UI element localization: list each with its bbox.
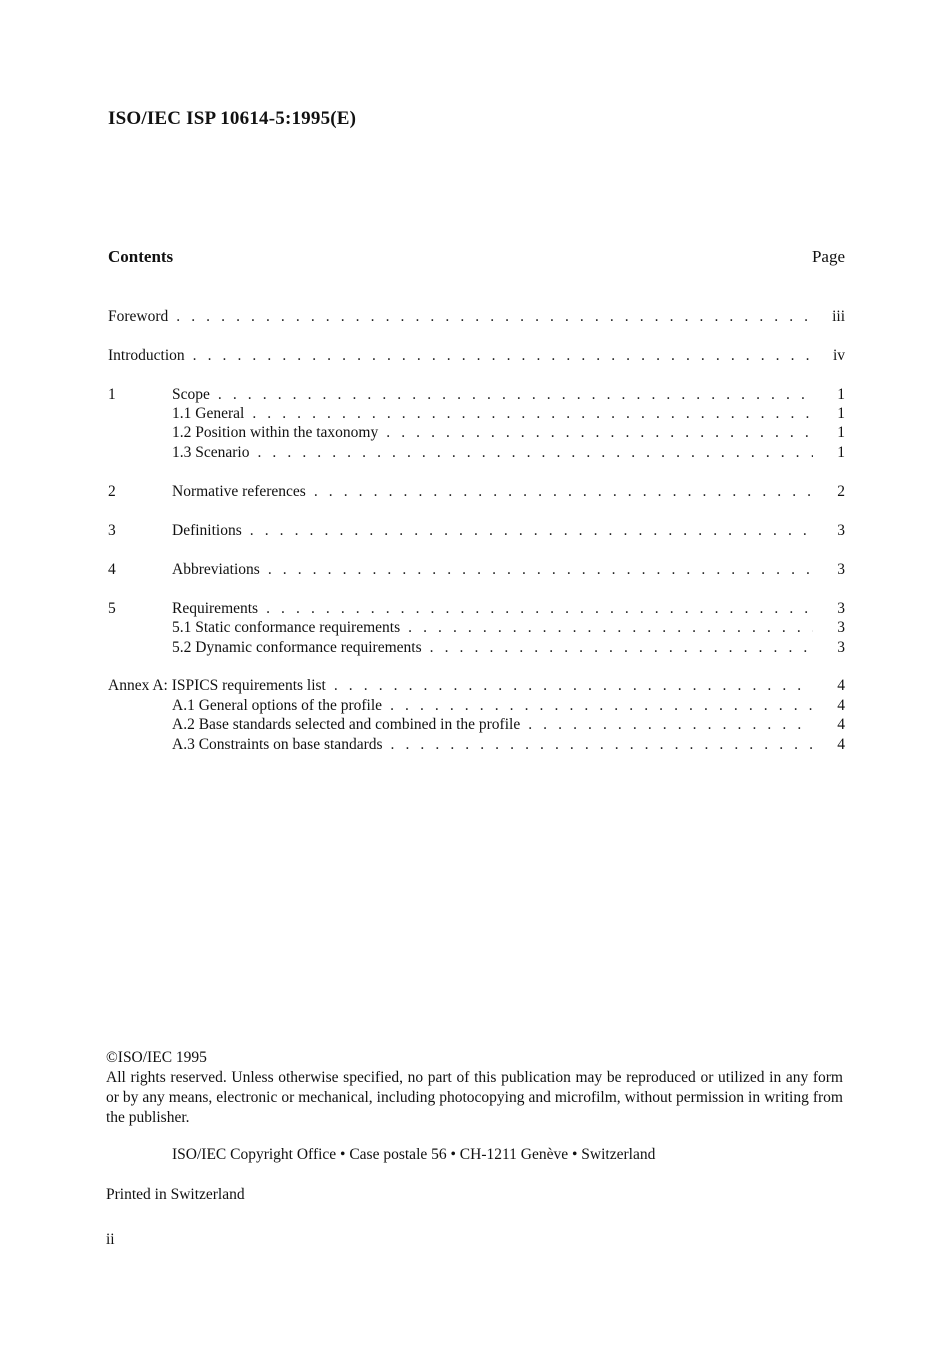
copyright-office-address: ISO/IEC Copyright Office • Case postale 56 • CH-1211 Genève • Switzerland	[172, 1146, 656, 1163]
toc-entry-position-taxonomy[interactable]	[108, 423, 845, 443]
toc-entry-page: 3	[837, 522, 845, 539]
page-column-label: Page	[811, 247, 845, 266]
contents-title: Contents	[108, 247, 174, 266]
toc-entry-label: 1.1 General	[172, 405, 245, 422]
dot-leader	[250, 521, 813, 541]
toc-entry-page: 3	[837, 600, 845, 617]
dot-leader	[430, 638, 813, 658]
dot-leader	[386, 423, 813, 443]
toc-entry-label: 1.3 Scenario	[172, 444, 250, 461]
dot-leader	[528, 715, 813, 735]
toc-entry-label: Normative references	[172, 483, 306, 500]
toc-entry-base-standards[interactable]	[108, 715, 845, 735]
toc-entry-label: 5.1 Static conformance requirements	[172, 619, 401, 636]
dot-leader	[218, 385, 813, 405]
toc-entry-page: 3	[837, 619, 845, 636]
dot-leader	[176, 307, 813, 327]
toc-entry-page: 4	[837, 716, 845, 733]
dot-leader	[193, 346, 813, 366]
toc-entry-requirements[interactable]	[108, 599, 845, 619]
toc-entry-label: Introduction	[108, 347, 185, 364]
toc-entry-foreword[interactable]	[108, 307, 845, 327]
dot-leader	[334, 676, 813, 696]
toc-entry-page: 1	[837, 386, 845, 403]
toc-entry-label: A.2 Base standards selected and combined in the profile	[172, 716, 521, 733]
toc-entry-page: 1	[837, 444, 845, 461]
toc-entry-static-conformance[interactable]	[108, 618, 845, 638]
toc-entry-page: 3	[837, 561, 845, 578]
toc-entry-label: Foreword	[108, 308, 169, 325]
toc-entry-label: Annex A: ISPICS requirements list	[108, 677, 326, 694]
toc-entry-label: 5.2 Dynamic conformance requirements	[172, 639, 422, 656]
toc-entry-page: iii	[832, 308, 845, 325]
toc-entry-label: A.1 General options of the profile	[172, 697, 383, 714]
page-number: ii	[106, 1231, 115, 1248]
toc-entry-label: Definitions	[172, 522, 242, 539]
toc-entry-scope[interactable]	[108, 385, 845, 405]
toc-entry-dynamic-conformance[interactable]	[108, 638, 845, 658]
toc-entry-page: 4	[837, 677, 845, 694]
toc-entry-page: 1	[837, 405, 845, 422]
dot-leader	[257, 443, 813, 463]
toc-entry-page: 4	[837, 697, 845, 714]
toc-entry-definitions[interactable]	[108, 521, 845, 541]
document-id-header: ISO/IEC ISP 10614-5:1995(E)	[108, 108, 357, 129]
toc-entry-label: Scope	[172, 386, 210, 403]
toc-entry-label: A.3 Constraints on base standards	[172, 736, 383, 753]
copyright-line: ©ISO/IEC 1995	[106, 1049, 207, 1066]
toc-entry-abbreviations[interactable]	[108, 560, 845, 580]
toc-entry-label: Abbreviations	[172, 561, 260, 578]
dot-leader	[408, 618, 813, 638]
dot-leader	[390, 696, 813, 716]
toc-entry-introduction[interactable]	[108, 346, 845, 366]
toc-entry-page: 1	[837, 424, 845, 441]
toc-entry-general[interactable]	[108, 404, 845, 424]
toc-entry-number: 1	[108, 386, 116, 403]
dot-leader	[252, 404, 813, 424]
copyright-notice	[106, 1048, 843, 1128]
dot-leader	[268, 560, 813, 580]
dot-leader	[266, 599, 813, 619]
printed-in: Printed in Switzerland	[106, 1186, 245, 1203]
toc-entry-constraints[interactable]	[108, 735, 845, 755]
toc-entry-number: 4	[108, 561, 116, 578]
toc-entry-scenario[interactable]	[108, 443, 845, 463]
toc-entry-label: 1.2 Position within the taxonomy	[172, 424, 379, 441]
toc-entry-number: 2	[108, 483, 116, 500]
toc-entry-page: 2	[837, 483, 845, 500]
toc-entry-label: Requirements	[172, 600, 259, 617]
rights-statement: All rights reserved. Unless otherwise specified, no part of this publication may be reproduced or utilized in any form or by any means, electronic or mechanical, including photocopying and microfilm, without permission in writing from the publisher.	[106, 1069, 843, 1126]
toc-entry-annex-a[interactable]	[108, 676, 845, 696]
dot-leader	[391, 735, 813, 755]
toc-entry-general-options[interactable]	[108, 696, 845, 716]
toc-entry-page: 4	[837, 736, 845, 753]
toc-entry-page: iv	[832, 347, 845, 364]
toc-entry-page: 3	[837, 639, 845, 656]
contents-heading-row	[108, 247, 845, 267]
toc-entry-number: 3	[108, 522, 116, 539]
toc-entry-number: 5	[108, 600, 116, 617]
toc-entry-normative-references[interactable]	[108, 482, 845, 502]
dot-leader	[314, 482, 813, 502]
